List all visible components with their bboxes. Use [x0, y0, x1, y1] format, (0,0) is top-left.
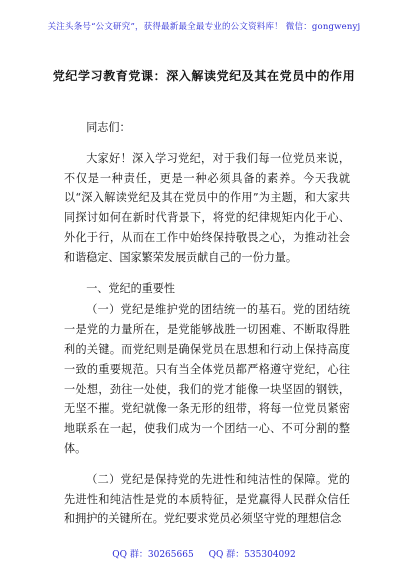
- paragraph-intro: 大家好！深入学习党纪，对于我们每一位党员来说，不仅是一种责任，更是一种必须具备的素养。今天我就以“深入解读党纪及其在党员中的作用”为主题，和大家共同探讨如何在新时代背景下，将党的纪律规矩内化于心、外化于行，从而在工作中始终保持敬畏之心，为推动社会和谐稳定、国家繁荣发展贡献自己的一份力量。: [64, 151, 350, 264]
- document-body: [64, 118, 350, 531]
- paragraph-point-1: （一）党纪是维护党的团结统一的基石。党的团结统一是党的力量所在，是党能够战胜一切困难、不断取得胜利的关键。而党纪则是确保党员在思想和行动上保持高度一致的重要规范。只有当全体党员都严格遵守党纪，心往一处想，劲往一处使，我们的党才能像一块坚固的钢铁，无坚不摧。党纪就像一条无形的纽带，将每一位党员紧密地联系在一起，使我们成为一个团结一心、不可分割的整体。: [64, 303, 350, 455]
- footer-qq-group-2: QQ 群：535304092: [208, 550, 296, 560]
- footer-qq-group-1: QQ 群：30265665: [112, 550, 194, 560]
- section-heading-1: 一、党纪的重要性: [86, 281, 175, 295]
- header-promo-note: 关注头条号“公文研究”，获得最新最全最专业的公文资料库！ 微信：gongwenyj: [47, 22, 361, 32]
- paragraph-point-2: （二）党纪是保持党的先进性和纯洁性的保障。党的先进性和纯洁性是党的本质特征，是党赢得人民群众信任和拥护的关键所在。党纪要求党员必须坚守党的理想信念: [64, 472, 350, 526]
- document-title: 党纪学习教育党课：深入解读党纪及其在党员中的作用: [52, 69, 356, 83]
- greeting: 同志们：: [86, 121, 131, 134]
- footer-qq-groups: [0, 547, 408, 560]
